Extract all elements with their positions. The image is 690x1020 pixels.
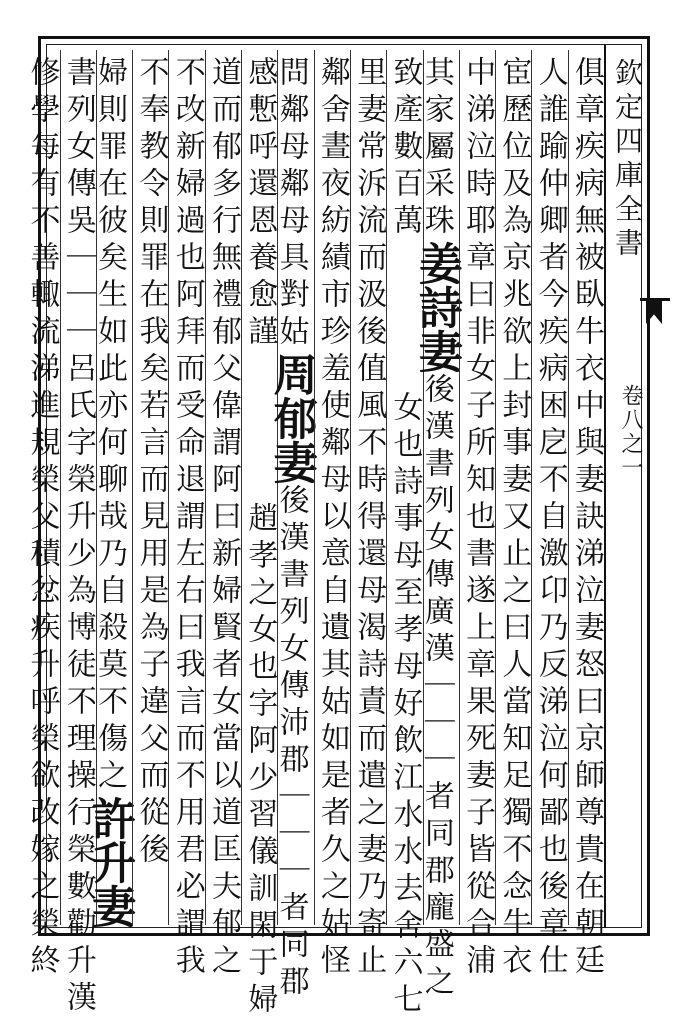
entry-heading: 周郁妻 (265, 352, 317, 484)
column-text: 漢 (60, 981, 96, 1018)
column-text: 問鄰母鄰母具對姑 (273, 56, 309, 352)
column-text: 里妻常泝流而汲後值風不時得還母渴詩責而遣之妻乃寄止 (351, 56, 387, 981)
text-column (205, 50, 242, 981)
column-text: 鄰舍晝夜紡績市珍羞使鄰母以意自遺其姑如是者久之姑怪 (314, 56, 350, 981)
text-column (350, 50, 387, 981)
text-column (410, 50, 462, 1002)
column-text: 修學每有不善輙流涕進規榮父積忿疾升呼榮欲改嫁之榮終 (24, 56, 60, 981)
text-column (84, 50, 136, 928)
column-text: 人誰踰仲卿者今疾病困戹不自激卬乃反涕泣何鄙也後章仕 (532, 56, 568, 981)
text-column (132, 50, 168, 925)
text-column (459, 50, 496, 981)
text-column (314, 50, 350, 981)
column-text: 宦歷位及為京兆欲上封事妻又止之曰人當知足獨不念牛衣 (496, 56, 532, 981)
column-text: 後 (133, 833, 169, 870)
text-columns (24, 50, 604, 1020)
book-title: 欽定四庫全書 (611, 58, 644, 262)
text-column (24, 50, 60, 981)
text-column (495, 50, 532, 981)
juan-label: 卷八之一 (618, 384, 643, 480)
column-text: 道而郁多行無禮郁父偉謂阿曰新婦賢者女當以道匡夫郁之 (206, 56, 242, 981)
column-text: 趙孝之女也字阿少習儀訓閑于婦 (242, 502, 278, 1020)
fishtail-mark (646, 300, 662, 324)
text-column (531, 50, 568, 981)
text-column (265, 50, 317, 1002)
column-text: 婦則罪在彼矣生如此亦何聊哉乃自殺莫不傷之 (92, 56, 128, 796)
column-text: 不奉教令則罪在我矣若言而見用是為子違父而從 (133, 56, 169, 833)
text-column (168, 50, 205, 981)
column-text: 其家屬采珠 (418, 56, 454, 241)
entry-heading: 姜詩妻 (410, 241, 462, 373)
column-text: 後漢書列女傳沛郡｜｜｜者同郡 (273, 484, 309, 1002)
column-text: 致產數百萬 (387, 56, 423, 241)
column-text: 後漢書列女傳廣漢｜｜｜者同郡龐盛之 (418, 373, 454, 1002)
column-text: 中涕泣時耶章曰非女子所知也書遂上章果死妻子皆從合浦 (460, 56, 496, 981)
entry-heading: 許升妻 (84, 796, 136, 928)
column-text: 俱章疾病無被臥牛衣中與妻訣涕泣妻怒曰京師尊貴在朝廷 (569, 56, 604, 981)
column-text: 感慙呼還恩養愈謹 (242, 56, 278, 352)
column-text: 女也詩事母至孝母好飲江水水去舍六七 (387, 391, 423, 1020)
text-column (568, 50, 604, 981)
column-text: 書列女傳吳｜｜｜呂氏字榮升少為博徒不理操行榮數勸升 (60, 56, 96, 981)
column-text: 不改新婦過也阿拜而受命退謂左右曰我言而不用君必謂我 (169, 56, 205, 981)
